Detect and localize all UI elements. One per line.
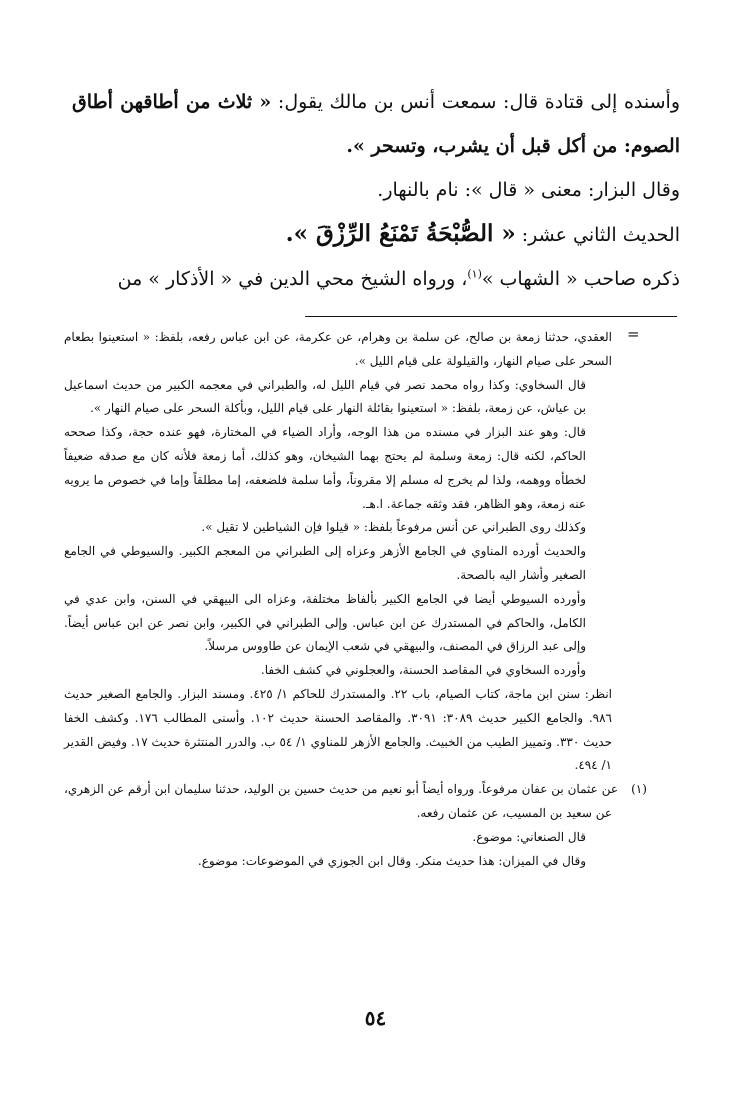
page-number: ٥٤ — [364, 1006, 387, 1030]
paragraph-bazzar — [72, 168, 680, 212]
footnotes — [64, 326, 647, 873]
footnote-line: قال الصنعاني: موضوع. — [472, 829, 586, 844]
main-text — [72, 80, 680, 301]
footnote-1-label: (١) — [631, 782, 647, 797]
continuation-marker: = — [627, 325, 640, 343]
footnote-line: والحديث أورده المناوي في الجامع الأزهر وعزاه إلى الطبراني من المعجم الكبير. والسيوطي في الجامع الصغير وأشار اليه بالصحة. — [64, 544, 586, 582]
footnote-line: انظر: سنن ابن ماجة، كتاب الصيام، باب ٢٢. والمستدرك للحاكم ١/ ٤٢٥. ومسند البزار. والجامع الصغير حديث ٩٨٦. والجامع الكبير حديث ٣٠٨٩: ٣٠٩١. والمقاصد الحسنة حديث ١٠٢. وأسنى المطالب ١٧٦. وكشف الخفا حديث ٣٣٠. وتمييز الطيب من الخبيث. والجامع الأزهر للمناوي ١/ ٥٤ ب. والدرر المنتثرة حديث ١٧. وفيض القدير ١/ ٤٩٤. — [64, 686, 613, 773]
footnote-line: وأورده السيوطي أيضا في الجامع الكبير بألفاظ مختلفة، وعزاه الى البيهقي في السنن، وابن عدي في الكامل، والحاكم في المستدرك عن ابن عباس. وإلى الطبراني في الكبير، وابن نصر عن ابن عباس أيضاً. وإلى عبد الرزاق في المصنف، والبيهقي في شعب الإيمان عن طاووس مرسلاً. — [64, 591, 586, 654]
bazzar-note: وقال البزار: معنى « قال »: نام بالنهار. — [377, 179, 680, 201]
shihab-text: ذكره صاحب « الشهاب » — [481, 268, 680, 290]
footnote-line: وأورده السخاوي في المقاصد الحسنة، والعجلوني في كشف الخفا. — [260, 663, 586, 678]
footnote-line: قال: وهو عند البزار في مسنده من هذا الوجه، وأراد الضياء في المختارة، فهو عنده حجة، وكذا صححه الحاكم، لكنه قال: زمعة وسلمة لم يحتج بهما الشيخان، وهو كذلك، أما زمعة فلأنه كان مع صدقه ضعيفاً لخطأه ووهمه، ولذا لم يخرج له مسلم إلا مقروناً، وأما سلمة فلضعفه، إما مطلقاً وإما في خصوص ما يرويه عنه زمعة، وهو الظاهر، فقد وثقه جماعة. ا.هـ. — [64, 425, 586, 511]
footnote-line: العقدي، حدثنا زمعة بن صالح، عن سلمة بن وهرام، عن عكرمة، عن ابن عباس رفعه، بلفظ: « استعينوا بطعام السحر على صيام النهار، والقيلولة على قيام الليل ». — [64, 330, 612, 368]
footnote-1-text: عن عثمان بن عفان مرفوعاً. ورواه أيضاً أبو نعيم من حديث حسين بن الوليد، حدثنا سليمان ابن أرقم عن الزهري، عن سعيد بن المسيب، عن عثمان رفعه. — [64, 782, 618, 820]
paragraph-qatada — [72, 80, 680, 168]
paragraph-hadith-12 — [72, 212, 680, 257]
hadith-12-quote: « الصُّبْحَةُ تَمْنَعُ الرِّزْقَ ». — [285, 220, 516, 247]
adhkar-text: ، ورواه الشيخ محي الدين في « الأذكار » من — [117, 268, 468, 290]
narration-text: وأسنده إلى قتادة قال: سمعت أنس بن مالك يقول: — [271, 91, 680, 113]
hadith-quote: « ثلاث من أطاقهن أطاق الصوم: من أكل قبل أن يشرب، وتسحر ». — [72, 91, 680, 157]
footnote-divider — [305, 316, 677, 317]
footnote-line: وقال في الميزان: هذا حديث منكر. وقال ابن الجوزي في الموضوعات: موضوع. — [197, 853, 586, 868]
hadith-heading: الحديث الثاني عشر: — [515, 224, 680, 246]
paragraph-shihab — [72, 257, 680, 301]
footnote-1 — [64, 778, 647, 826]
footnote-ref: (١) — [467, 267, 482, 281]
footnote-line: وكذلك روى الطبراني عن أنس مرفوعاً بلفظ: « قيلوا فإن الشياطين لا تقيل ». — [201, 520, 586, 535]
footnote-line: قال السخاوي: وكذا رواه محمد نصر في قيام الليل له، والطبراني في معجمه الكبير من حديث اسماعيل بن عياش، عن زمعة، بلفظ: « استعينوا بقائلة النهار على قيام الليل، وبأكلة السحر على صيام النهار ». — [64, 377, 586, 416]
